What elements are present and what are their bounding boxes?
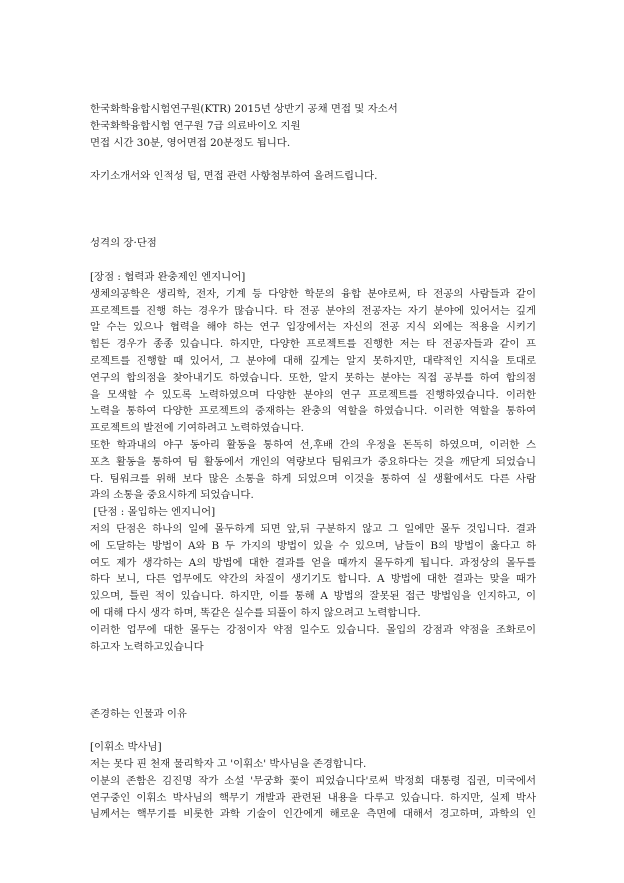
- section-title-personality: 성격의 장·단점: [90, 237, 157, 250]
- strength-line: 힘든 경우가 종종 있습니다. 하지만, 다양한 프로젝트를 진행한 저는 타 전공자들과 같이 프: [90, 338, 536, 351]
- weakness-line: 하고자 노력하고있습니다: [90, 640, 204, 653]
- weakness-line: 저의 단점은 하나의 일에 몰두하게 되면 앞,뒤 구분하지 않고 그 일에만 몰두 것입니다. 결과: [90, 522, 536, 535]
- strength-line: 과의 소통을 중요시하게 되었습니다.: [90, 489, 254, 502]
- intro-note: 자기소개서와 인적성 팁, 면접 관련 사항첨부하여 올려드립니다.: [90, 170, 378, 183]
- strength-line: 다. 팀워크를 위해 보다 많은 소통을 하게 되었으며 이것을 통하여 실 생활에서도 다른 사람: [90, 472, 536, 485]
- intro-line-2: 한국화학융합시험 연구원 7급 의료바이오 지원: [90, 119, 301, 132]
- strength-line: 로젝트를 진행할 때 있어서, 그 분야에 대해 깊게는 알지 못하지만, 대략적인 지식을 토대로: [90, 354, 536, 367]
- role-model-line: 연구중인 이휘소 박사님의 핵무기 개발과 관련된 내용을 다루고 있습니다. 하지만, 실제 박사: [90, 791, 536, 804]
- role-model-heading: [이휘소 박사님]: [90, 741, 162, 754]
- weakness-line: 있으며, 틀린 적이 있습니다. 하지만, 이를 통해 A 방법의 잘못된 접근 방법임을 인지하고, 이: [90, 590, 536, 603]
- weakness-line: 하다 보니, 다른 업무에도 약간의 차질이 생기기도 합니다. A 방법에 대한 결과는 맞을 때가: [90, 573, 536, 586]
- weakness-line: 에 도달하는 방법이 A와 B 두 가지의 방법이 있을 수 있으며, 남들이 B의 방법이 옳다고 하: [90, 539, 536, 552]
- strength-line: 을 모색할 수 있도록 노력하였으며 다양한 분야의 연구 프로젝트를 진행하였습니다. 이러한: [90, 388, 536, 401]
- role-model-line: 이분의 존함은 김진명 작가 소설 '무궁화 꽃이 피었습니다'로써 박정희 대통령 집권, 미국에서: [90, 774, 536, 787]
- section-title-role-model: 존경하는 인물과 이유: [90, 707, 187, 720]
- document-content: [90, 101, 536, 823]
- strength-line: 연구의 합의점을 찾아내기도 하였습니다. 또한, 알지 못하는 분야는 직접 공부를 하여 합의점: [90, 371, 536, 384]
- strength-heading: [장점 : 협력과 완충제인 엔지니어]: [90, 270, 246, 283]
- weakness-heading: [단점 : 몰입하는 엔지니어]: [90, 506, 216, 519]
- strength-line: 노력을 통하여 다양한 프로젝트의 중재하는 완충의 역할을 하였습니다. 이러한 역할을 통하여: [90, 405, 536, 418]
- strength-line: 프로젝트의 발전에 기여하려고 노력하였습니다.: [90, 422, 304, 435]
- strength-line: 또한 학과내의 야구 동아리 활동을 통하여 선,후배 간의 우정을 돈독히 하였으며, 이러한 스: [90, 438, 536, 451]
- weakness-line: 에 대해 다시 생각 하며, 똑같은 실수를 되풀이 하지 않으려고 노력합니다.: [90, 606, 421, 619]
- intro-line-3: 면접 시간 30분, 영어면접 20분정도 됩니다.: [90, 136, 291, 149]
- role-model-line: 저는 못다 핀 천재 물리학자 고 '이휘소' 박사님을 존경합니다.: [90, 758, 367, 771]
- strength-line: 알 수는 있으나 협력을 해야 하는 연구 입장에서는 자신의 전공 지식 외에는 적용을 시키기: [90, 321, 536, 334]
- strength-line: 생체의공학은 생리학, 전자, 기계 등 다양한 학문의 융합 분야로써, 타 전공의 사람들과 같이: [90, 287, 536, 300]
- strength-line: 프로젝트를 진행 하는 경우가 많습니다. 타 전공 분야의 전공자는 자기 분야에 있어서는 깊게: [90, 304, 536, 317]
- role-model-line: 님께서는 핵무기를 비롯한 과학 기술이 인간에게 해로운 측면에 대해서 경고하며, 과학의 인: [90, 808, 536, 821]
- weakness-line: 이러한 업무에 대한 몰두는 강점이자 약점 일수도 있습니다. 몰입의 강점과 약점을 조화로이: [90, 623, 536, 636]
- weakness-line: 여도 제가 생각하는 A의 방법에 대한 결과를 얻을 때까지 몰두하게 됩니다. 과정상의 몰두를: [90, 556, 536, 569]
- strength-line: 포츠 활동을 통하여 팀 활동에서 개인의 역량보다 팀워크가 중요하다는 것을 깨닫게 되었습니: [90, 455, 536, 468]
- intro-line-1: 한국화학융합시험연구원(KTR) 2015년 상반기 공채 면접 및 자소서: [90, 103, 398, 115]
